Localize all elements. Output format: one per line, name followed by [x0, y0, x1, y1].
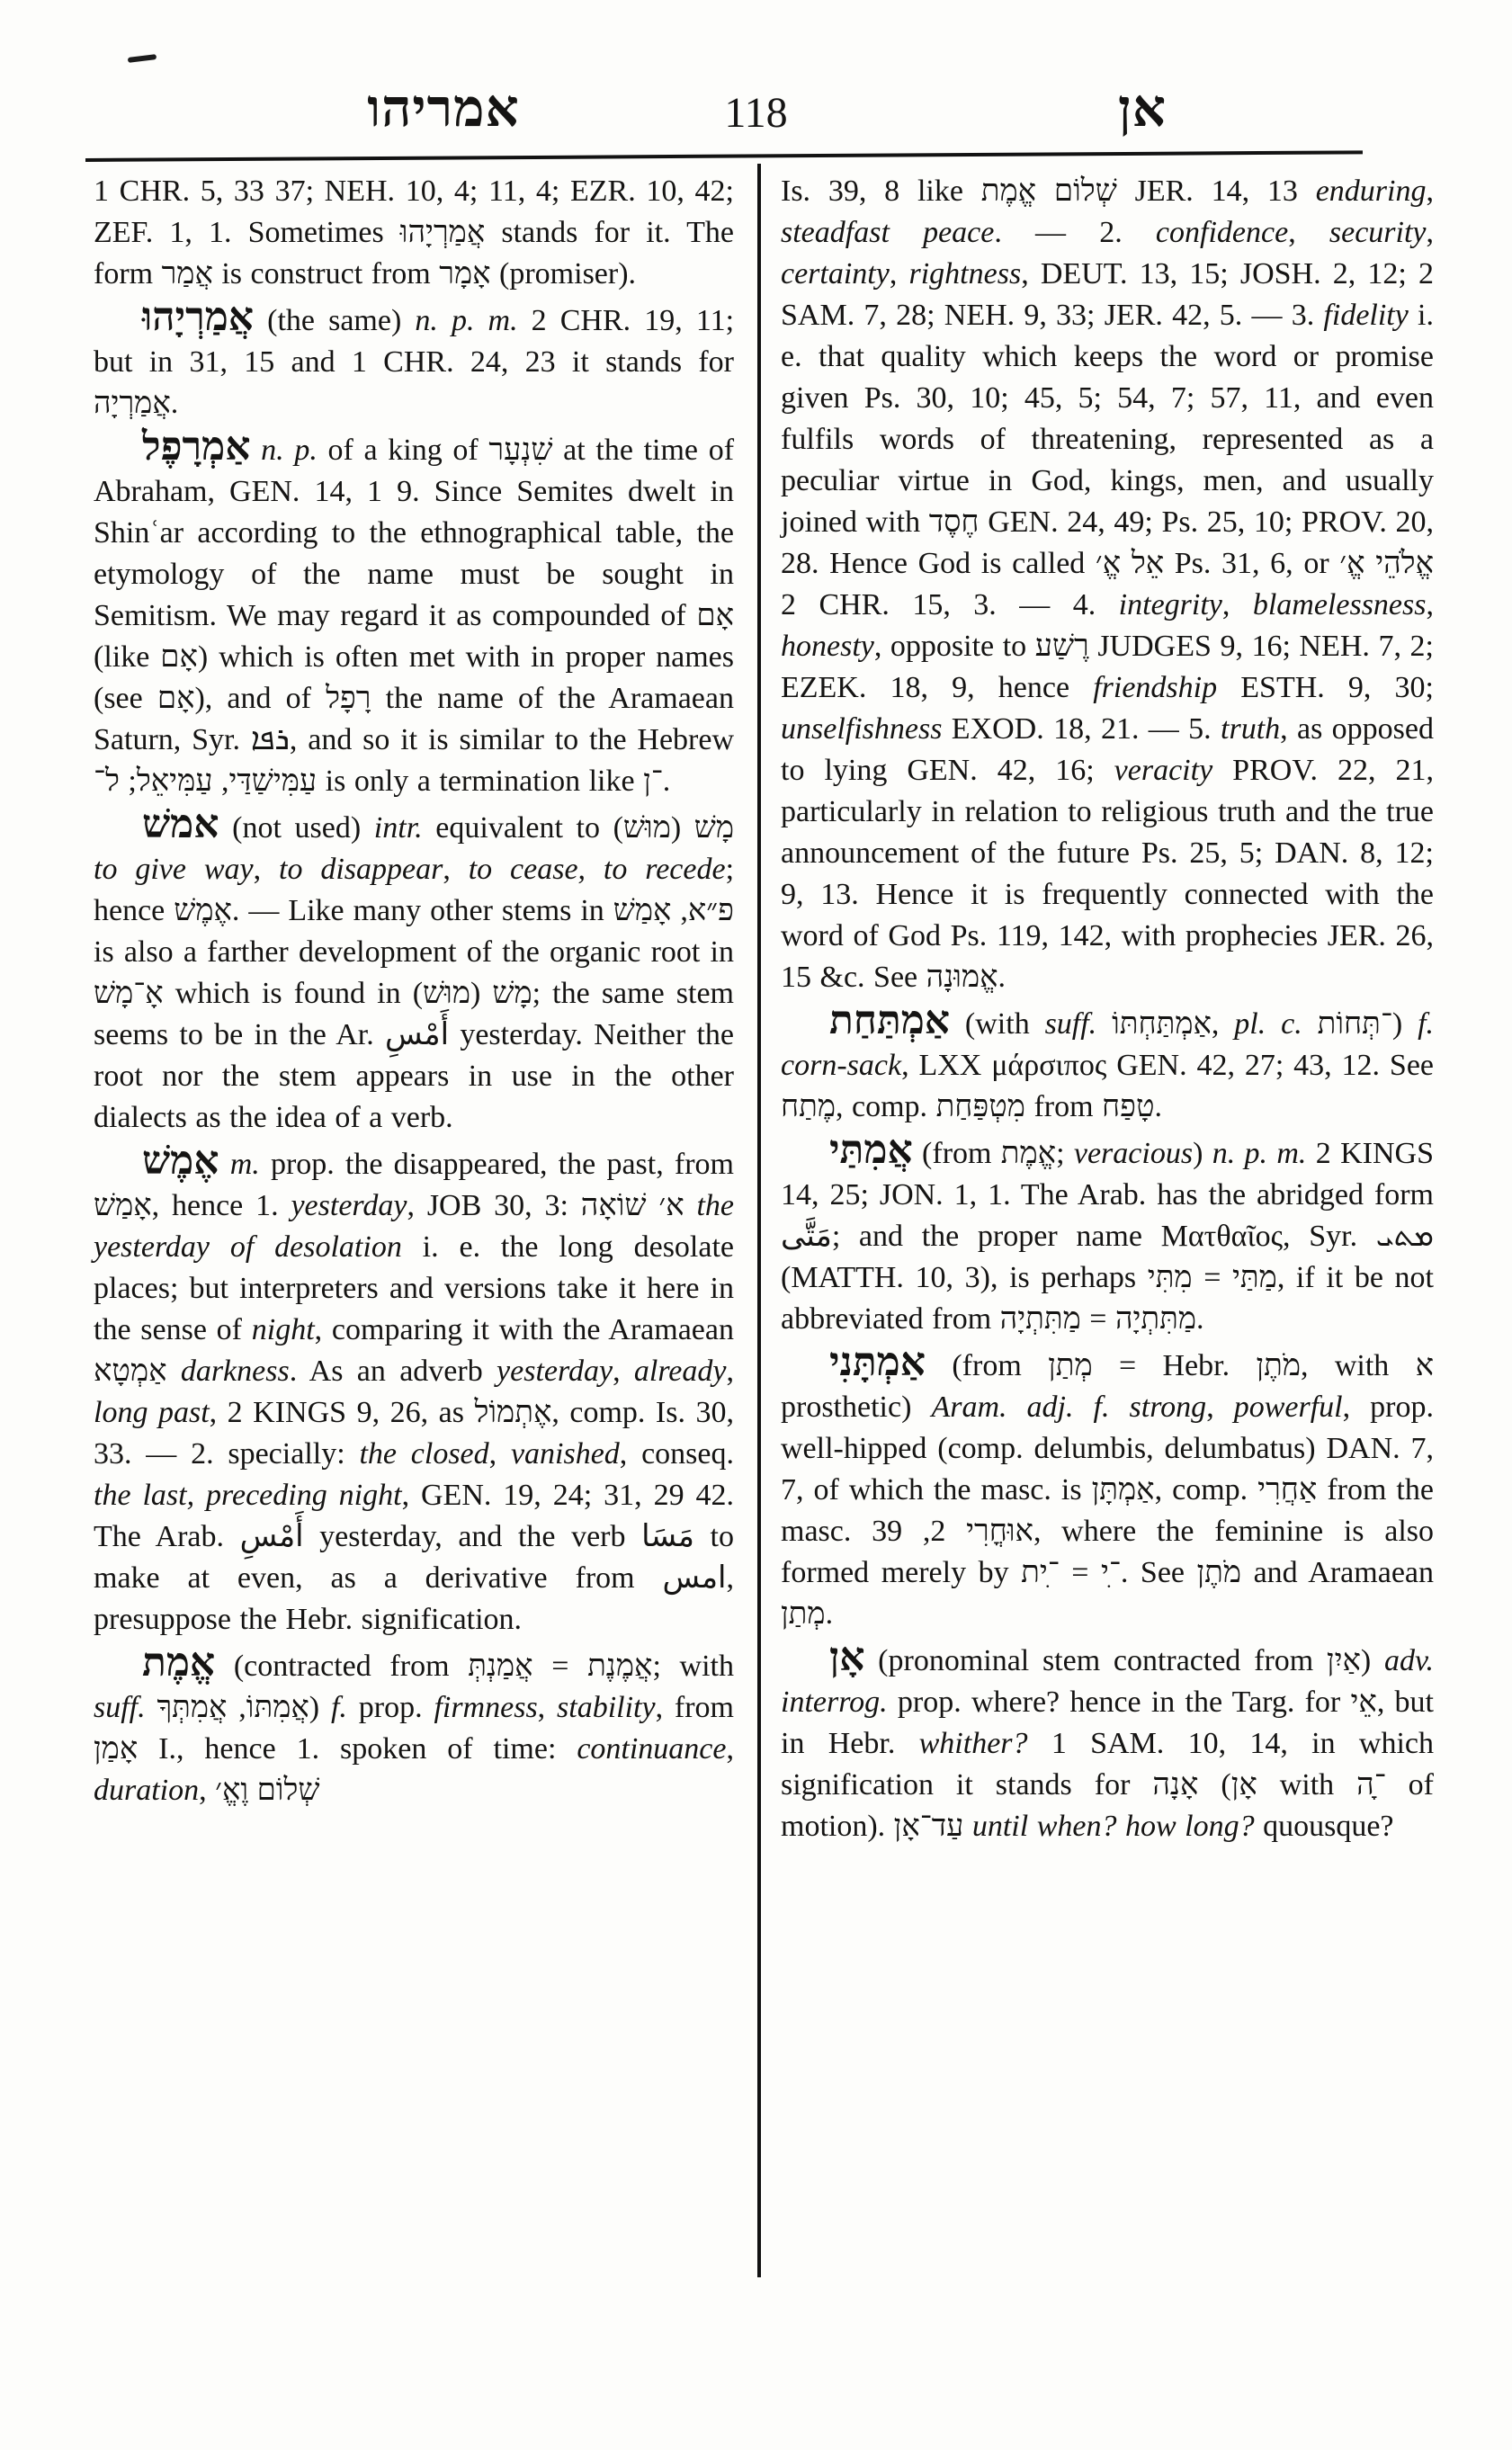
- italic-text: continuance: [577, 1732, 727, 1766]
- column-divider-rule: [757, 164, 761, 2277]
- header-rule: [85, 150, 1363, 162]
- italic-text: veracious: [1073, 1137, 1194, 1170]
- italic-text: the yesterday of desolation: [94, 1189, 734, 1264]
- italic-text: fidelity: [1323, 299, 1409, 332]
- italic-text: n. p. m.: [1212, 1137, 1307, 1170]
- italic-text: confidence: [1155, 216, 1289, 249]
- hebrew-headword: אֶמֶשׁ: [142, 1139, 219, 1183]
- italic-text: suff.: [1044, 1007, 1097, 1041]
- scan-artifact-dash: [128, 54, 157, 63]
- italic-text: powerful: [1233, 1390, 1343, 1424]
- italic-text: steadfast peace: [781, 216, 995, 249]
- italic-text: already: [633, 1355, 727, 1388]
- entry-paragraph: Is. 39, 8 like שְׁלוֹם אֱמֶת JER. 14, 13 enduring, steadfast peace. — 2. confidence, security, certainty, rightness, DEUT. 13, 15; JOSH. 2, 12; 2 SAM. 7, 28; NEH. 9, 33; JER. 42, 5. — 3. fidelity i. e. that quality which keeps the word or promise given Ps. 30, 10; 45, 5; 54, 7; 57, 11, and even fulfils words of threatening, represented as a peculiar virtue in God, kings, men, and usually joined with חֶסֶד GEN. 24, 49; Ps. 25, 10; PROV. 20, 28. Hence God is called אֵל אֱ׳ Ps. 31, 6, or אֱלֹהֵי אֱ׳ 2 CHR. 15, 3. — 4. integrity, blamelessness, honesty, opposite to רֶשַׁע JUDGES 9, 16; NEH. 7, 2; EZEK. 18, 9, hence friendship ESTH. 9, 30; unselfishness EXOD. 18, 21. — 5. truth, as opposed to lying GEN. 42, 16; veracity PROV. 22, 21, particularly in relation to religious truth and the true announcement of the future Ps. 25, 5; DAN. 8, 12; 9, 13. Hence it is frequently connected with the word of God Ps. 119, 142, with prophecies JER. 26, 15 &c. See אֱמוּנָה.: [781, 174, 1435, 994]
- hebrew-headword: אַמְרָפֶל: [142, 425, 251, 469]
- page-number: 118: [724, 89, 788, 137]
- header-catchword-right: אן: [1117, 79, 1168, 138]
- italic-text: yesterday: [497, 1355, 613, 1388]
- italic-text: blamelessness: [1252, 588, 1427, 621]
- italic-text: yesterday: [291, 1189, 407, 1222]
- italic-text: to give way: [94, 853, 254, 886]
- italic-text: veracity: [1114, 754, 1213, 787]
- italic-text: honesty: [781, 630, 874, 663]
- entry-paragraph: אַמְרָפֶל n. p. of a king of שִׁנְעָר at the time of Abraham, GEN. 14, 1 9. Since Semites dwelt in Shinʿar according to the ethnographical table, the etymology of the name must be sought in Semitism. We may regard it as compounded of אָם (like אָם) which is often met with in proper names (see אָם), and of רָפָל the name of the Aramaean Saturn, Syr. ܪܦܐ, and so it is similar to the Hebrew עַמִּישַׁדַּי, עַמִּיאֵל; ל־ is only a termination like ־ן.: [94, 425, 735, 798]
- italic-text: enduring: [1315, 174, 1427, 208]
- italic-text: f.: [330, 1691, 347, 1724]
- italic-text: n. p.: [261, 434, 318, 467]
- hebrew-headword: אָן: [829, 1635, 865, 1679]
- header-catchword-left: אמריהו: [367, 79, 520, 138]
- italic-text: firmness: [434, 1691, 538, 1724]
- italic-text: m.: [229, 1148, 260, 1181]
- italic-text: friendship: [1093, 671, 1218, 704]
- italic-text: vanished: [510, 1437, 620, 1471]
- entry-paragraph: אֲמַרְיָהוּ (the same) n. p. m. 2 CHR. 19, 11; but in 31, 15 and 1 CHR. 24, 23 it stands for אֲמַרְיָה.: [94, 295, 735, 420]
- entry-paragraph: אֲמִתַּי (from אֱמֶת; veracious) n. p. m. 2 KINGS 14, 25; JON. 1, 1. The Arab. has the abridged form مَتَّى; and the proper name Ματθαῖος, Syr. ܡܬܝ (MATTH. 10, 3), is perhaps מַתַּי = מִתִּי, if it be not abbreviated from מַתִּתְיָה = מַתִּתְיָה.: [781, 1128, 1434, 1336]
- italic-text: stability: [557, 1691, 656, 1724]
- italic-text: Aram. adj. f. strong: [931, 1390, 1207, 1424]
- italic-text: adv. interrog.: [781, 1644, 1435, 1719]
- italic-text: suff.: [94, 1691, 146, 1724]
- italic-text: integrity: [1118, 588, 1222, 621]
- italic-text: pl. c.: [1234, 1007, 1302, 1041]
- italic-text: whither?: [918, 1727, 1028, 1760]
- italic-text: to disappear: [279, 853, 443, 886]
- italic-text: certainty: [781, 257, 890, 291]
- italic-text: f. corn-sack: [781, 1007, 1435, 1082]
- italic-text: darkness: [180, 1355, 290, 1388]
- entry-paragraph: 1 CHR. 5, 33 37; NEH. 10, 4; 11, 4; EZR. 10, 42; ZEF. 1, 1. Sometimes אֲמַרְיָהוּ stands for it. The form אֲמַר is construct from אָמָר (promiser).: [94, 174, 734, 291]
- italic-text: security: [1329, 216, 1427, 249]
- hebrew-headword: אֱמֶת: [142, 1641, 216, 1685]
- entry-paragraph: אַמְתַּחַת (with suff. אַמְתַּחְתּוֹ, pl. c. ־תְּחוֹת) f. corn-sack, LXX μάρσιπος GEN. 42, 27; 43, 12. See מֶתַח, comp. מִטְפַּחַת from טָפַח.: [781, 998, 1435, 1123]
- hebrew-headword: אֲמַרְיָהוּ: [142, 295, 255, 339]
- entry-paragraph: אמשׁ (not used) intr. equivalent to מָשׁ (מוּשׁ) to give way, to disappear, to cease, to recede; hence אֶמֶשׁ. — Like many other stems in פ״א, אָמַשׁ is also a farther development of the organic root in אָ־מָשׁ which is found in מָשׁ (מוּשׁ); the same stem seems to be in the Ar. أَمْسِ yesterday. Neither the root nor the stem appears in use in the other dialects as the idea of a verb.: [94, 802, 735, 1134]
- right-column: [781, 171, 1434, 1847]
- hebrew-headword: אַמְתָּנִי: [829, 1340, 926, 1384]
- italic-text: n. p. m.: [415, 304, 518, 337]
- entry-paragraph: אֶמֶשׁ m. prop. the disappeared, the past, from אָמַשׁ, hence 1. yesterday, JOB 30, 3: א׳ שׁוֹאָה the yesterday of desolation i. e. the long desolate places; but interpreters and versions take it here in the sense of night, comparing it with the Aramaean אַמְטָא darkness. As an adverb yesterday, already, long past, 2 KINGS 9, 26, as אֶתְמוֹל, comp. Is. 30, 33. — 2. specially: the closed, vanished, conseq. the last, preceding night, GEN. 19, 24; 31, 29 42. The Arab. أَمْسِ yesterday, and the verb مَسَا to make at even, as a derivative from امس, presuppose the Hebr. signification.: [94, 1139, 735, 1636]
- hebrew-headword: אמשׁ: [142, 802, 219, 846]
- italic-text: long past: [94, 1396, 210, 1429]
- italic-text: duration: [94, 1774, 200, 1807]
- italic-text: night: [251, 1313, 315, 1346]
- hebrew-headword: אֲמִתַּי: [829, 1128, 913, 1172]
- entry-paragraph: אֱמֶת (contracted from אֲמֶנֶת = אֲמַנְתְּ; with suff. אֲמִתּוֹ, אֲמִתְּךָ) f. prop. firmness, stability, from אָמַן I., hence 1. spoken of time: continuance, duration, שְׁלוֹם וֶאֱ׳: [94, 1641, 735, 1807]
- italic-text: to cease, to recede: [468, 853, 726, 886]
- italic-text: rightness: [908, 257, 1022, 291]
- left-column: [94, 171, 734, 1811]
- italic-text: the closed: [359, 1437, 489, 1471]
- italic-text: intr.: [373, 811, 423, 845]
- italic-text: the last, preceding night: [94, 1479, 402, 1512]
- entry-paragraph: אַמְתָּנִי (from מְתַן = Hebr. מֹתֶן, with א prosthetic) Aram. adj. f. strong, powerful, prop. well-hipped (comp. delumbis, delumbatus) DAN. 7, 7, of which the masc. is אַמְתָּן, comp. אַחֲרִי from the masc. אוּחֳרִי 2, 39, where the feminine is also formed merely by ־ִי = ־ִית. See מֹתֶן and Aramaean מְתַן.: [781, 1340, 1435, 1631]
- entry-paragraph: אָן (pronominal stem contracted from אַיִן) adv. interrog. prop. where? hence in the Targ. for אֵי, but in Hebr. whither? 1 SAM. 10, 14, in which signification it stands for אָנָה (אָן with ־ָה of motion). עַד־אָן until when? how long? quousque?: [781, 1635, 1435, 1843]
- italic-text: truth: [1221, 712, 1281, 746]
- italic-text: unselfishness: [781, 712, 943, 746]
- hebrew-headword: אַמְתַּחַת: [829, 998, 951, 1042]
- italic-text: until when? how long?: [971, 1810, 1255, 1843]
